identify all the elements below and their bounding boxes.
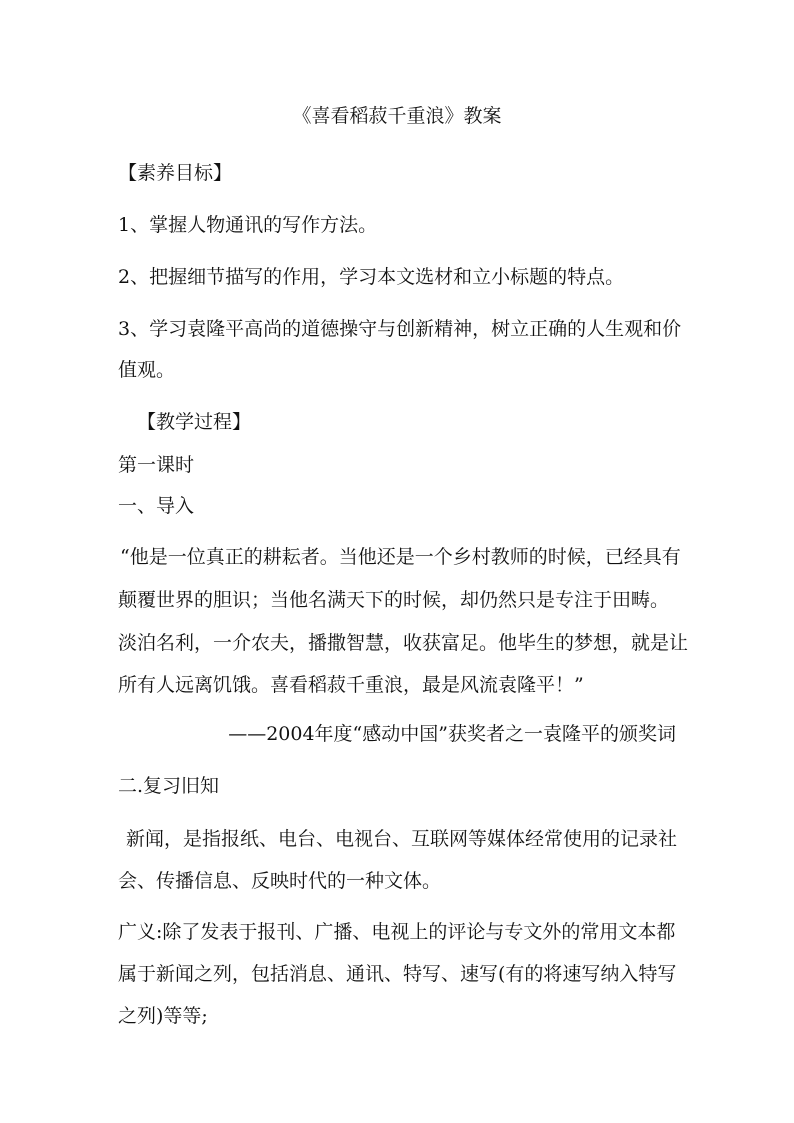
quote-line: 所有人远离饥饿。喜看稻菽千重浪，最是风流袁隆平！” (118, 674, 584, 696)
lesson-label: 第一课时 (118, 454, 195, 476)
section-heading-goals: 【素养目标】 (118, 162, 233, 184)
part-one-title: 一、导入 (118, 495, 195, 517)
news-definition-line: 新闻，是指报纸、电台、电视台、互联网等媒体经常使用的记录社 (126, 828, 678, 850)
goal-item-3: 3、学习袁隆平高尚的道德操守与创新精神，树立正确的人生观和价 (118, 318, 682, 340)
section-heading-process: 【教学过程】 (137, 411, 252, 433)
goal-item-1: 1、掌握人物通讯的写作方法。 (118, 214, 378, 236)
part-two-title: 二.复习旧知 (118, 775, 220, 797)
news-definition-line: 会、传播信息、反映时代的一种文体。 (118, 870, 442, 892)
quote-line: “他是一位真正的耕耘者。当他还是一个乡村教师的时候，已经具有 (120, 546, 681, 568)
goal-item-2: 2、把握细节描写的作用，学习本文选材和立小标题的特点。 (118, 266, 625, 288)
broad-definition-line: 广义:除了发表于报刊、广播、电视上的评论与专文外的常用文本都 (118, 921, 676, 943)
quote-line: 淡泊名利，一介农夫，播撒智慧，收获富足。他毕生的梦想，就是让 (118, 632, 689, 654)
broad-definition-line: 属于新闻之列，包括消息、通讯、特写、速写(有的将速写纳入特写 (118, 963, 677, 985)
quote-line: 颠覆世界的胆识；当他名满天下的时候，却仍然只是专注于田畴。 (118, 589, 670, 611)
quote-source: ——2004年度“感动中国”获奖者之一袁隆平的颁奖词 (228, 723, 676, 745)
goal-item-3-continued: 值观。 (118, 359, 176, 381)
broad-definition-line: 之列)等等; (118, 1005, 208, 1027)
document-title: 《喜看稻菽千重浪》教案 (292, 105, 502, 127)
